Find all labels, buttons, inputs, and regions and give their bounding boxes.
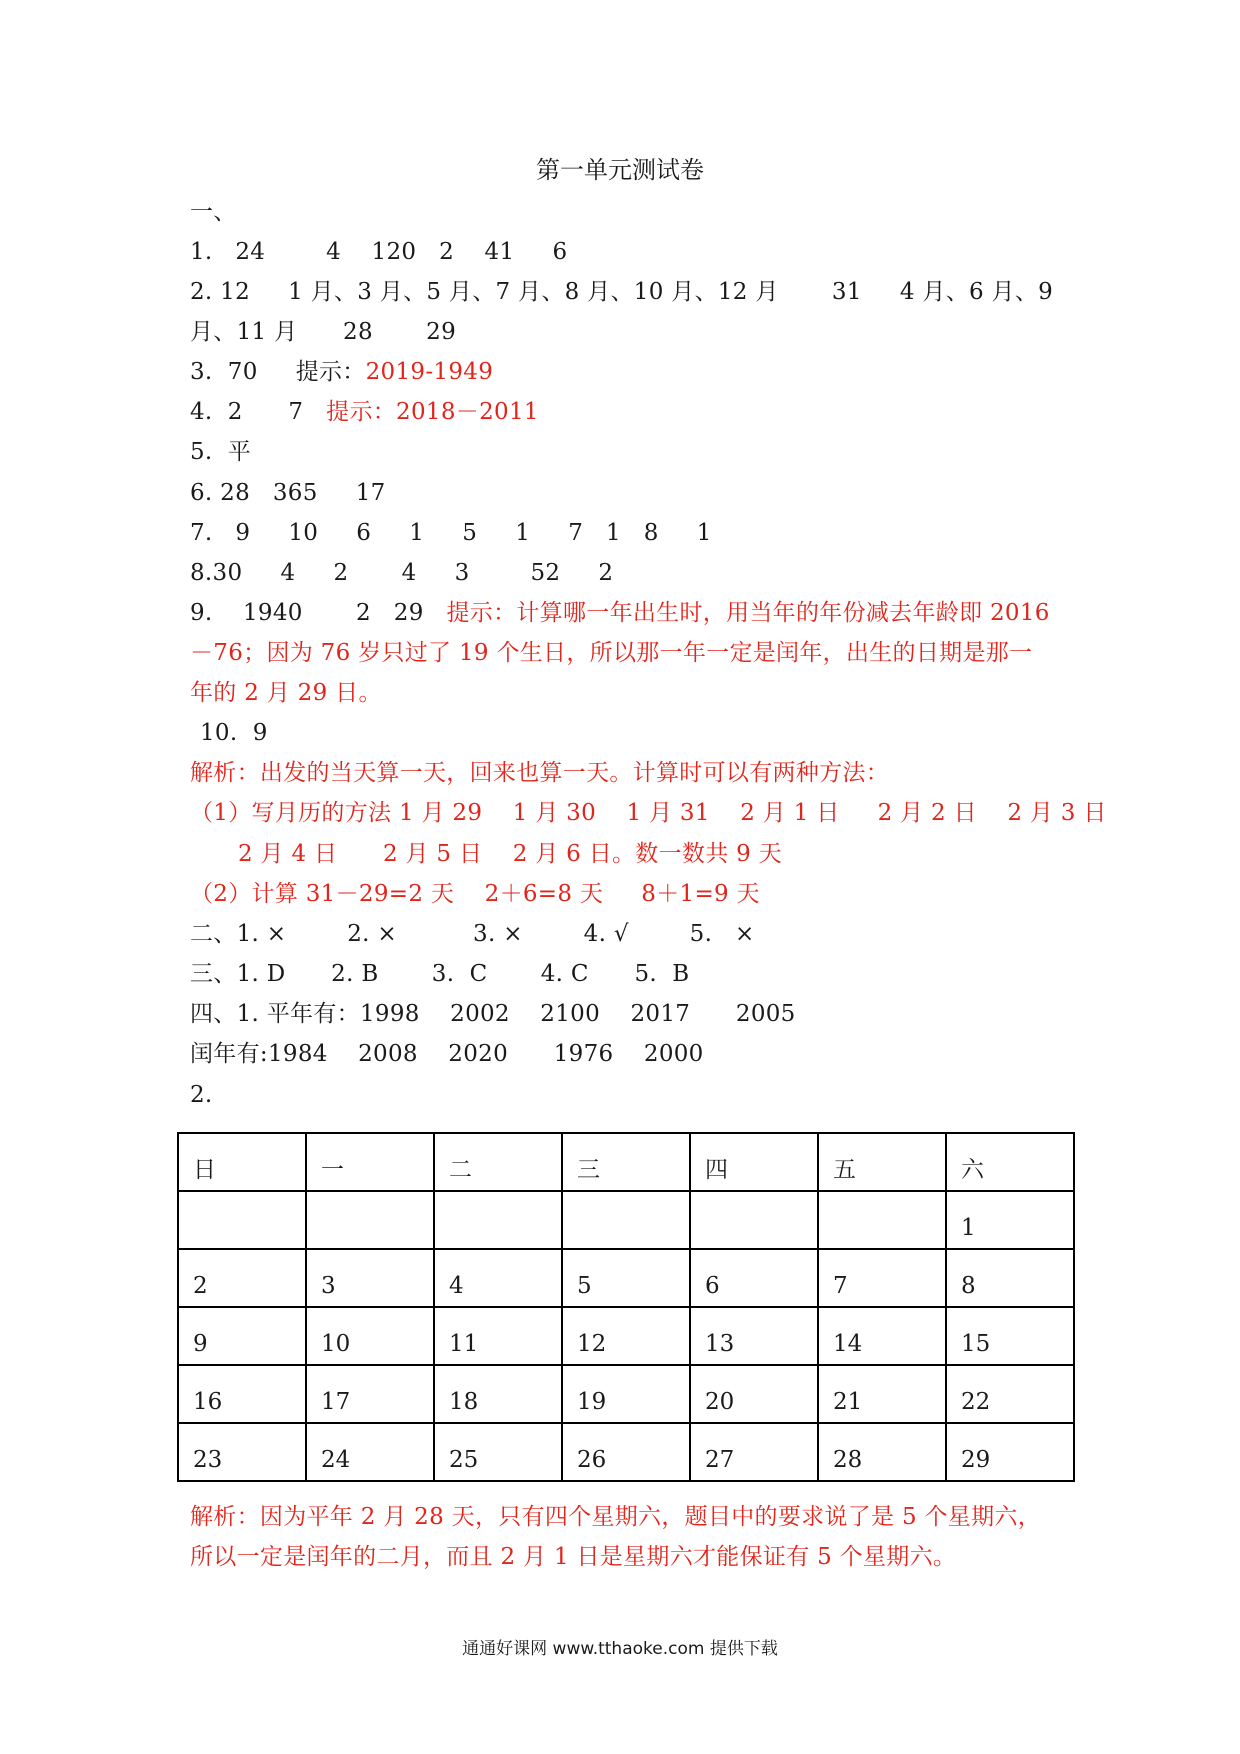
answer-q10: 10. 9 — [200, 720, 268, 746]
calendar-day-cell — [306, 1191, 434, 1249]
calendar-day-cell: 7 — [818, 1249, 946, 1307]
page-footer: 通通好课网 www.tthaoke.com 提供下载 — [462, 1639, 778, 1659]
section-four-common-years: 四、1. 平年有：1998 2002 2100 2017 2005 — [190, 1001, 796, 1027]
answer-q3-hint: 2019-1949 — [365, 359, 494, 385]
calendar-day-cell: 18 — [434, 1365, 562, 1423]
answer-q5: 5. 平 — [190, 439, 252, 465]
calendar-week-row — [178, 1249, 1074, 1307]
answer-q4 — [190, 396, 539, 428]
calendar-day-cell: 27 — [690, 1423, 818, 1481]
calendar-day-cell: 19 — [562, 1365, 690, 1423]
calendar-header-cell: 五 — [818, 1133, 946, 1191]
calendar-analysis-line2: 所以一定是闰年的二月，而且 2 月 1 日是星期六才能保证有 5 个星期六。 — [190, 1544, 957, 1570]
calendar-day-cell: 24 — [306, 1423, 434, 1481]
calendar-day-cell: 14 — [818, 1307, 946, 1365]
calendar-day-cell — [562, 1191, 690, 1249]
calendar-day-cell: 29 — [946, 1423, 1074, 1481]
calendar-week-row — [178, 1365, 1074, 1423]
answer-q2-line1: 2. 12 1 月、3 月、5 月、7 月、8 月、10 月、12 月 31 4 月、6 月、9 — [190, 279, 1054, 305]
section-three-answers: 三、1. D 2. B 3. C 4. C 5. B — [190, 961, 690, 987]
calendar-day-cell — [818, 1191, 946, 1249]
answer-q9-hint-line3: 年的 2 月 29 日。 — [190, 680, 382, 706]
answer-q10-method1-line2: 2 月 4 日 2 月 5 日 2 月 6 日。数一数共 9 天 — [238, 841, 782, 867]
answer-q9-text: 9. 1940 2 29 — [190, 600, 447, 626]
calendar-day-cell: 6 — [690, 1249, 818, 1307]
calendar-header-cell: 三 — [562, 1133, 690, 1191]
calendar-header-cell: 六 — [946, 1133, 1074, 1191]
answer-q3 — [190, 356, 493, 388]
calendar-header-cell: 四 — [690, 1133, 818, 1191]
calendar-header-cell: 一 — [306, 1133, 434, 1191]
calendar-day-cell: 10 — [306, 1307, 434, 1365]
calendar-table — [177, 1132, 1075, 1482]
calendar-day-cell: 9 — [178, 1307, 306, 1365]
calendar-day-cell: 5 — [562, 1249, 690, 1307]
calendar-header-cell: 二 — [434, 1133, 562, 1191]
answer-q1: 1. 24 4 120 2 41 6 — [190, 239, 568, 265]
calendar-day-cell: 21 — [818, 1365, 946, 1423]
section-two-answers: 二、1. × 2. × 3. × 4. √ 5. × — [190, 921, 755, 947]
calendar-day-cell — [178, 1191, 306, 1249]
answer-q10-method2: （2）计算 31－29=2 天 2＋6=8 天 8＋1=9 天 — [190, 881, 760, 907]
calendar-day-cell: 23 — [178, 1423, 306, 1481]
calendar-day-cell: 26 — [562, 1423, 690, 1481]
calendar-week-row — [178, 1307, 1074, 1365]
answer-q9-hint-line1: 提示：计算哪一年出生时，用当年的年份减去年龄即 2016 — [446, 600, 1050, 626]
answer-q4-text: 4. 2 7 — [190, 399, 327, 425]
answer-q10-method1-line1: （1）写月历的方法 1 月 29 1 月 30 1 月 31 2 月 1 日 2 月 2 日 2 月 3 日 — [190, 800, 1107, 826]
calendar-day-cell: 11 — [434, 1307, 562, 1365]
section-four-q2-label: 2. — [190, 1082, 213, 1108]
answer-q3-text: 3. 70 提示： — [190, 359, 366, 385]
calendar-day-cell: 13 — [690, 1307, 818, 1365]
calendar-day-cell: 17 — [306, 1365, 434, 1423]
calendar-header-row — [178, 1133, 1074, 1191]
answer-q4-hint: 提示：2018－2011 — [326, 399, 539, 425]
calendar-week-row — [178, 1191, 1074, 1249]
calendar-day-cell: 12 — [562, 1307, 690, 1365]
answer-q7: 7. 9 10 6 1 5 1 7 1 8 1 — [190, 520, 712, 546]
answer-q9-hint-line2: －76；因为 76 岁只过了 19 个生日，所以那一年一定是闰年，出生的日期是那一 — [190, 640, 1033, 666]
calendar-header-cell: 日 — [178, 1133, 306, 1191]
calendar-day-cell: 16 — [178, 1365, 306, 1423]
answer-q10-analysis: 解析：出发的当天算一天，回来也算一天。计算时可以有两种方法： — [190, 760, 889, 786]
calendar-day-cell — [434, 1191, 562, 1249]
calendar-day-cell — [690, 1191, 818, 1249]
calendar-week-row — [178, 1423, 1074, 1481]
page-title: 第一单元测试卷 — [536, 156, 704, 184]
calendar-analysis-line1: 解析：因为平年 2 月 28 天，只有四个星期六，题目中的要求说了是 5 个星期六， — [190, 1504, 1041, 1530]
calendar-day-cell: 8 — [946, 1249, 1074, 1307]
calendar-day-cell: 2 — [178, 1249, 306, 1307]
calendar-day-cell: 1 — [946, 1191, 1074, 1249]
answer-q2-line2: 月、11 月 28 29 — [190, 319, 457, 345]
calendar-day-cell: 28 — [818, 1423, 946, 1481]
calendar-day-cell: 20 — [690, 1365, 818, 1423]
calendar-day-cell: 22 — [946, 1365, 1074, 1423]
calendar-day-cell: 15 — [946, 1307, 1074, 1365]
section-four-leap-years: 闰年有:1984 2008 2020 1976 2000 — [190, 1041, 704, 1067]
calendar-day-cell: 3 — [306, 1249, 434, 1307]
section-one-heading: 一、 — [190, 199, 237, 225]
answer-q8: 8.30 4 2 4 3 52 2 — [190, 560, 614, 586]
calendar-day-cell: 4 — [434, 1249, 562, 1307]
answer-q6: 6. 28 365 17 — [190, 480, 386, 506]
calendar-day-cell: 25 — [434, 1423, 562, 1481]
answer-q9 — [190, 597, 1050, 629]
